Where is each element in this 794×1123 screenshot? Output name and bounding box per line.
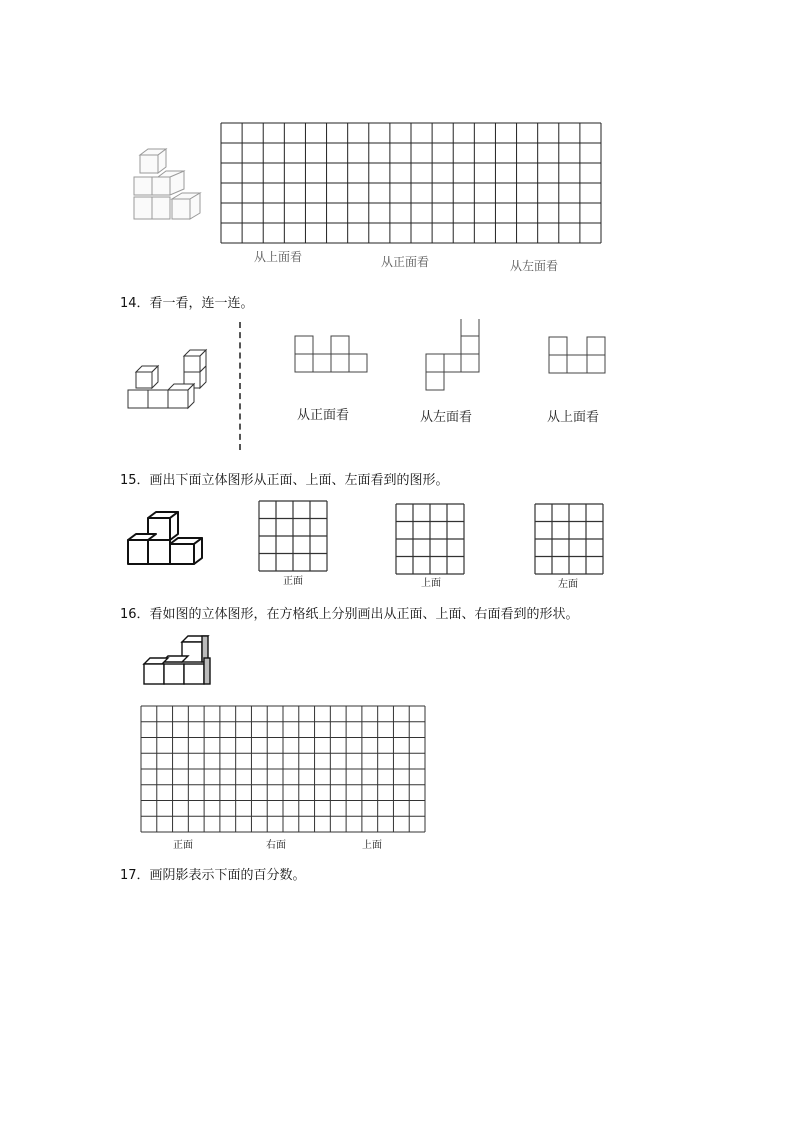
q16-cube-figure <box>142 632 214 686</box>
q13-label-front-view: 从正面看 <box>381 255 430 269</box>
q16-title: 16．看如图的立体图形，在方格纸上分别画出从正面、上面、右面看到的形状。 <box>120 607 579 622</box>
q15-left-grid[interactable] <box>534 503 604 575</box>
q14-option-front[interactable]: 从正面看 <box>297 408 350 423</box>
q15-label-left: 左面 <box>558 579 578 590</box>
q14-shape-a[interactable] <box>294 335 368 375</box>
q15-title: 15．画出下面立体图形从正面、上面、左面看到的图形。 <box>120 473 449 488</box>
q16-answer-grid[interactable] <box>140 705 426 833</box>
q14-title: 14．看一看，连一连。 <box>120 296 254 311</box>
q15-label-top: 上面 <box>421 578 441 589</box>
q13-label-top-view: 从上面看 <box>254 250 303 264</box>
q17-title: 17．画阴影表示下面的百分数。 <box>120 868 306 883</box>
q14-shape-b[interactable] <box>425 318 485 392</box>
q15-cube-figure <box>126 508 208 568</box>
q13-label-left-view: 从左面看 <box>510 259 559 273</box>
q14-option-left[interactable]: 从左面看 <box>420 410 473 425</box>
q14-shape-c[interactable] <box>548 336 608 376</box>
q15-label-front: 正面 <box>283 576 303 587</box>
q16-label-front: 正面 <box>173 840 193 851</box>
q15-front-grid[interactable] <box>258 500 328 572</box>
q14-divider <box>239 322 241 450</box>
q16-label-right: 右面 <box>266 840 286 851</box>
q14-cube-figure <box>126 348 210 412</box>
q16-label-top: 上面 <box>362 840 382 851</box>
q14-option-top[interactable]: 从上面看 <box>547 410 600 425</box>
q13-cube-figure <box>128 145 212 230</box>
q13-answer-grid[interactable] <box>220 122 602 244</box>
q15-top-grid[interactable] <box>395 503 465 575</box>
